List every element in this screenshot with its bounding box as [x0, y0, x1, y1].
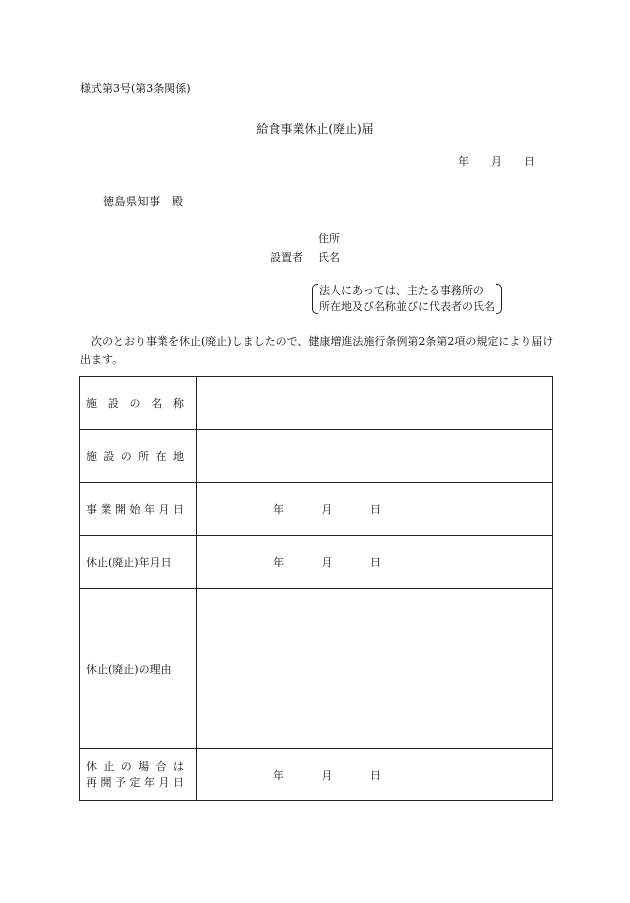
label-char: 開 [100, 775, 112, 789]
suspension-date-field[interactable]: 年 月 日 [197, 536, 553, 589]
label-char: 施 [86, 450, 97, 463]
label-char: 名 [151, 397, 163, 410]
label-char: 設 [103, 450, 115, 463]
table-row [80, 483, 553, 536]
form-number: 様式第3号(第3条関係) [80, 82, 191, 95]
label-char: 所 [138, 450, 150, 463]
resume-date-field[interactable]: 年 月 日 [197, 749, 553, 801]
label-char: 月 [158, 775, 170, 789]
table-row [80, 377, 553, 430]
notification-table [79, 376, 553, 801]
label-char: 合 [155, 759, 167, 773]
table-row [80, 589, 553, 749]
start-date-field[interactable]: 年 月 日 [197, 483, 553, 536]
suspension-date-label: 休止(廃止)年月日 [80, 536, 197, 589]
start-date-label [80, 483, 197, 536]
corporation-note-line-2: 所在地及び名称並びに代表者の氏名 [319, 300, 495, 313]
label-char: 地 [172, 450, 184, 463]
label-char: 始 [129, 503, 141, 516]
name-label: 氏名 [318, 251, 340, 264]
table-row [80, 536, 553, 589]
label-char: 止 [103, 759, 115, 773]
corporation-note [312, 283, 502, 315]
label-char: 業 [100, 503, 112, 516]
founder-label: 設置者 [270, 251, 303, 264]
label-char: 設 [107, 397, 119, 410]
label-char: 休 [86, 759, 97, 773]
label-char: は [172, 759, 184, 773]
label-char: の [129, 397, 141, 410]
label-char: 月 [158, 503, 170, 516]
address-label: 住所 [318, 232, 340, 245]
reason-field[interactable] [197, 589, 553, 749]
addressee: 徳島県知事 殿 [103, 195, 184, 208]
label-char: 定 [129, 775, 141, 789]
label-char: 日 [173, 503, 184, 516]
corporation-note-line-1: 法人にあっては、主たる事務所の [319, 284, 484, 297]
label-char: 再 [86, 775, 97, 789]
label-char: 開 [115, 503, 126, 516]
label-char: 事 [86, 503, 97, 516]
table-row [80, 749, 553, 801]
reason-label: 休止(廃止)の理由 [80, 589, 197, 749]
page-title: 給食事業休止(廃止)届 [256, 122, 374, 136]
label-char: 称 [173, 397, 184, 410]
facility-location-label [80, 430, 197, 483]
facility-name-label [80, 377, 197, 430]
label-char: の [120, 759, 132, 773]
label-char: 予 [115, 775, 126, 789]
facility-name-field[interactable] [197, 377, 553, 430]
label-char: 在 [155, 450, 167, 463]
intro-paragraph: 次のとおり事業を休止(廃止)しましたので、健康増進法施行条例第2条第2項の規定により届け出ます。 [80, 335, 554, 366]
label-char: 日 [173, 775, 184, 789]
label-char: の [120, 450, 132, 463]
table-row [80, 430, 553, 483]
resume-date-label [80, 749, 197, 801]
submission-date: 年 月 日 [458, 155, 535, 168]
label-char: 施 [86, 397, 97, 410]
label-char: 場 [138, 759, 150, 773]
label-char: 年 [144, 775, 155, 789]
facility-location-field[interactable] [197, 430, 553, 483]
label-char: 年 [144, 503, 155, 516]
